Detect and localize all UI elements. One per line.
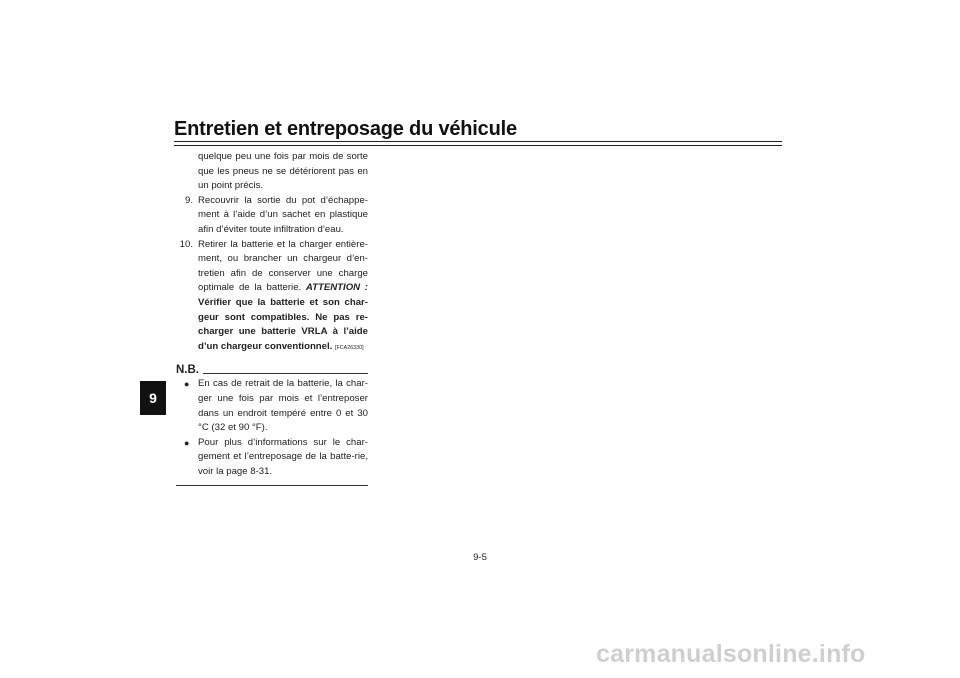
- note-bullet-text: Pour plus d’informations sur le char-gement et l’entreposage de la batte-rie, voir la page 8-31.: [198, 436, 368, 477]
- chapter-tab: 9: [140, 381, 166, 415]
- note-bullet: [176, 377, 368, 435]
- note-header: [176, 363, 368, 377]
- step-number: 9.: [184, 194, 193, 206]
- bullet-icon: ●: [184, 437, 190, 448]
- content-column: [176, 150, 368, 486]
- continuation-text: quelque peu une fois par mois de sorte que les pneus ne se détériorent pas en un point précis.: [198, 151, 368, 192]
- attention-label: ATTENTION :: [305, 282, 369, 294]
- attention-code: [FCA26330]: [335, 344, 364, 351]
- title-rule: [174, 141, 782, 146]
- note-rule: [203, 373, 368, 374]
- watermark: carmanualsonline.info: [596, 640, 866, 668]
- bullet-icon: ●: [184, 379, 190, 390]
- step-number: 10.: [179, 238, 193, 250]
- page-number: 9-5: [473, 552, 487, 563]
- step-text: Retirer la batterie et la charger entière-ment, ou brancher un chargeur d’en-tretien afin de conserver une charge optimale de la batterie.: [198, 238, 368, 294]
- step-9: [176, 194, 368, 238]
- note-end-rule: [176, 485, 368, 486]
- page-title: Entretien et entreposage du véhicule: [174, 118, 517, 140]
- attention-text: Vérifier que la batterie et son char-geur sont compatibles. Ne pas re-charger une batterie VRLA à l’aide d’un chargeur conventionnel.: [198, 296, 368, 352]
- note-bullet: [176, 436, 368, 480]
- note-bullet-text: En cas de retrait de la batterie, la char-ger une fois par mois et l’entreposer dans un endroit tempéré entre 0 et 30 °C (32 et 90 °F).: [198, 378, 368, 434]
- step-10: [176, 238, 368, 356]
- step-text: Recouvrir la sortie du pot d’échappe-ment à l’aide d’un sachet en plastique afin d’éviter toute infiltration d’eau.: [198, 194, 368, 235]
- note-label: N.B.: [176, 364, 199, 377]
